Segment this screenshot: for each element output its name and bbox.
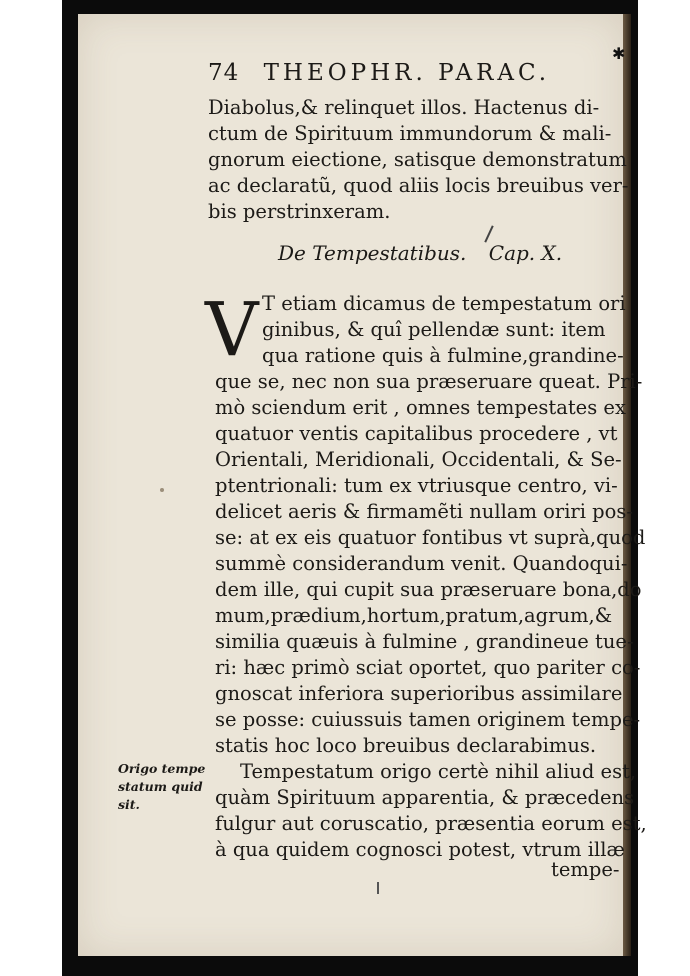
text-line: dem ille, qui cupit sua præseruare bona,do: [215, 578, 642, 601]
text-line: Orientali, Meridionali, Occidentali, & Se-: [215, 448, 622, 471]
catchword: tempe-: [551, 858, 620, 881]
text-line: ctum de Spirituum immundorum & mali-: [208, 122, 612, 145]
text-line: ptentrionali: tum ex vtriusque centro, vi-: [215, 474, 618, 497]
running-head: [208, 60, 550, 86]
text-line: qua ratione quis à fulmine,grandine-: [262, 344, 624, 367]
running-title: THEOPHR. PARAC.: [263, 60, 551, 86]
text-line: gnoscat inferiora superioribus assimilare: [215, 682, 623, 705]
chapter-number: Cap. X.: [488, 241, 563, 265]
text-line: Tempestatum origo certè nihil aliud est,: [240, 760, 637, 783]
text-line: ac declaratũ, quod aliis locis breuibus ver-: [208, 174, 629, 197]
text-line: T etiam dicamus de tempestatum ori: [262, 292, 626, 315]
text-line: fulgur aut coruscatio, præsentia eorum est,: [215, 812, 647, 835]
margin-note: [118, 760, 205, 814]
text-line: delicet aeris & firmamẽti nullam oriri pos-: [215, 500, 634, 523]
text-line: mò sciendum erit , omnes tempestates ex: [215, 396, 626, 419]
paper-speck: [160, 488, 164, 492]
chapter-heading: [278, 241, 562, 265]
margin-note-line: Origo tempe: [118, 761, 206, 776]
text-line: summè considerandum venit. Quandoqui-: [215, 552, 628, 575]
chapter-title: De Tempestatibus.: [278, 241, 467, 265]
text-line: statis hoc loco breuibus declarabimus.: [215, 734, 597, 757]
signature-mark: [377, 882, 379, 894]
asterisk-mark-icon: ✱: [612, 44, 626, 63]
text-line: quàm Spirituum apparentia, & præcedens: [215, 786, 635, 809]
text-line: ginibus, & quî pellendæ sunt: item: [262, 318, 606, 341]
page-number: 74: [208, 60, 240, 86]
text-line: se posse: cuiussuis tamen originem tempe-: [215, 708, 641, 731]
text-line: se: at ex eis quatuor fontibus vt suprà,quod: [215, 526, 646, 549]
text-line: bis perstrinxeram.: [208, 200, 391, 223]
drop-cap: V: [205, 287, 259, 373]
text-line: mum,prædium,hortum,pratum,agrum,&: [215, 604, 613, 627]
margin-note-line: sit.: [118, 797, 140, 812]
margin-note-line: statum quid: [118, 779, 203, 794]
text-line: gnorum eiectione, satisque demonstratum: [208, 148, 627, 171]
text-line: Diabolus,& relinquet illos. Hactenus di-: [208, 96, 600, 119]
text-line: à qua quidem cognosci potest, vtrum illæ: [215, 838, 625, 861]
text-line: ri: hæc primò sciat oportet, quo pariter co-: [215, 656, 641, 679]
text-line: quatuor ventis capitalibus procedere , vt: [215, 422, 618, 445]
text-line: que se, nec non sua præseruare queat. Pri-: [215, 370, 643, 393]
text-line: similia quæuis à fulmine , grandineue tue-: [215, 630, 634, 653]
